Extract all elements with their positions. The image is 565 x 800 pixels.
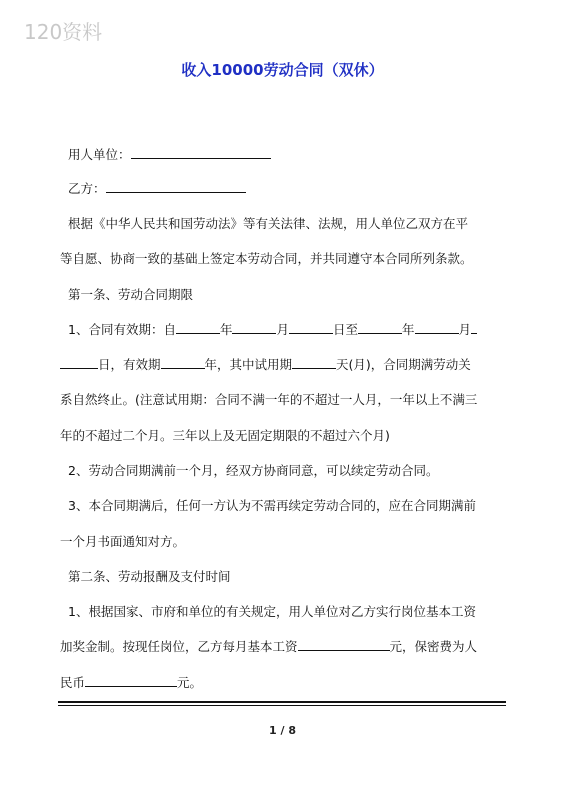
start-year-blank[interactable] xyxy=(176,321,220,334)
party-b-label: 乙方： xyxy=(68,181,106,196)
end-month-blank[interactable] xyxy=(415,321,459,334)
end-year-blank[interactable] xyxy=(358,321,402,334)
end-day-blank[interactable] xyxy=(60,356,98,369)
page-number: 1 / 8 xyxy=(269,724,296,737)
text-segment: 月 xyxy=(276,322,289,337)
footer-rule-thin xyxy=(58,705,506,706)
footer-rule xyxy=(58,701,506,703)
employer-line xyxy=(68,146,518,163)
text-segment: 民币 xyxy=(60,675,86,690)
validity-years-blank[interactable] xyxy=(161,356,205,369)
text-segment: 日，有效期 xyxy=(98,357,161,372)
intro-line-1: 根据《中华人民共和国劳动法》等有关法律、法规，用人单位乙双方在平 xyxy=(68,216,469,231)
article-2-heading: 第二条、劳动报酬及支付时间 xyxy=(68,569,231,584)
article-1-clause-3-line-2: 一个月书面通知对方。 xyxy=(60,534,186,549)
article-1-clause-1-line-3: 系自然终止。(注意试用期：合同不满一年的不超过一人月，一年以上不满三 xyxy=(60,392,478,407)
text-segment: 年 xyxy=(402,322,415,337)
intro-line-2: 等自愿、协商一致的基础上签定本劳动合同，并共同遵守本合同所列条款。 xyxy=(60,251,473,266)
text-segment: 月 xyxy=(458,322,472,337)
text-segment: 日至 xyxy=(333,322,359,337)
start-month-blank[interactable] xyxy=(232,321,276,334)
article-1-heading: 第一条、劳动合同期限 xyxy=(68,287,194,302)
text-segment: 天(月)，合同期满劳动关 xyxy=(336,357,471,372)
text-segment: 年，其中试用期 xyxy=(204,357,293,372)
start-day-blank[interactable] xyxy=(289,321,333,334)
end-month-tail-blank xyxy=(471,321,477,334)
base-salary-blank[interactable] xyxy=(298,638,390,651)
article-1-clause-1-line-2 xyxy=(60,356,510,373)
article-1-clause-1-line-1 xyxy=(68,321,518,338)
text-segment: 元。 xyxy=(177,675,203,690)
article-2-clause-1-line-1: 1、根据国家、市府和单位的有关规定，用人单位对乙方实行岗位基本工资 xyxy=(68,604,476,619)
article-1-clause-1-line-4: 年的不超过二个月。三年以上及无固定期限的不超过六个月) xyxy=(60,428,390,443)
employer-label: 用人单位： xyxy=(68,147,131,162)
party-b-blank[interactable] xyxy=(106,180,246,193)
text-segment: 1、合同有效期：自 xyxy=(68,322,176,337)
text-segment: 年 xyxy=(219,322,233,337)
party-b-line xyxy=(68,180,518,197)
article-2-clause-1-line-2 xyxy=(60,638,510,655)
text-segment: 加奖金制。按现任岗位，乙方每月基本工资 xyxy=(60,639,298,654)
article-2-clause-1-line-3 xyxy=(60,674,510,691)
article-1-clause-3-line-1: 3、本合同期满后，任何一方认为不需再续定劳动合同的，应在合同期满前 xyxy=(68,498,476,513)
employer-blank[interactable] xyxy=(131,146,271,159)
probation-blank[interactable] xyxy=(292,356,336,369)
article-1-clause-2: 2、劳动合同期满前一个月，经双方协商同意，可以续定劳动合同。 xyxy=(68,463,439,478)
text-segment: 元，保密费为人 xyxy=(389,639,478,654)
document-title: 收入10000劳动合同（双休） xyxy=(181,61,384,79)
watermark: 120资料 xyxy=(24,20,103,44)
confidentiality-fee-blank[interactable] xyxy=(85,674,177,687)
